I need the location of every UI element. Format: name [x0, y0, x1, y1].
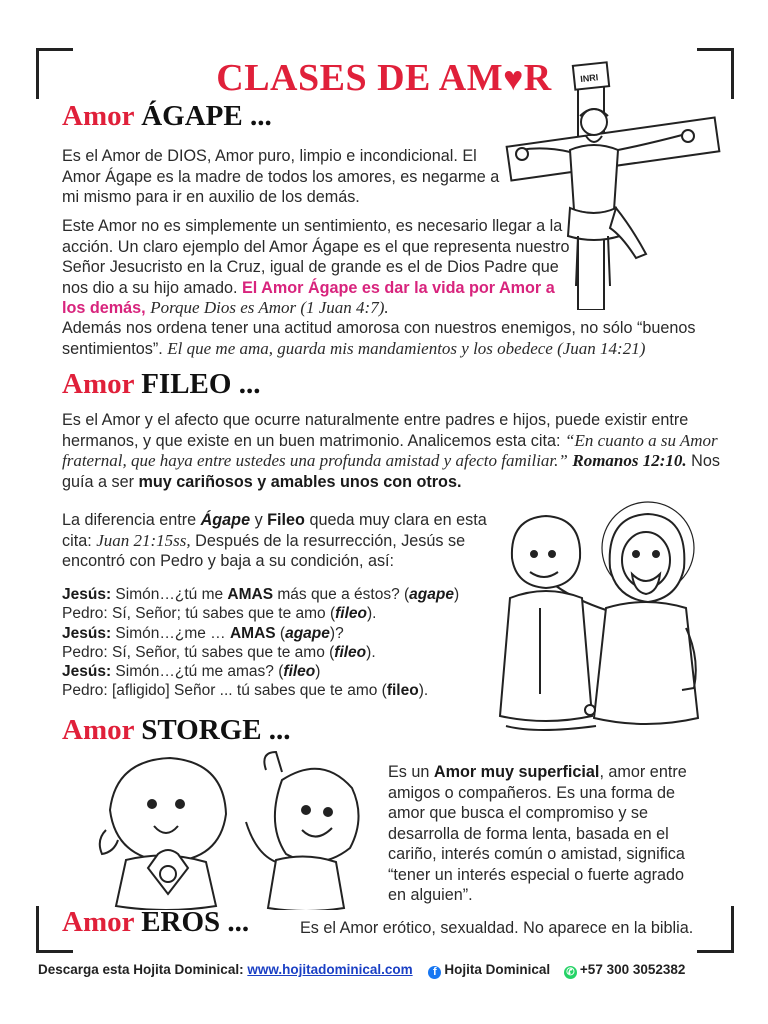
- facebook-icon: f: [428, 966, 441, 979]
- crucifix-illustration: [500, 58, 730, 310]
- heading-agape: Amor ÁGAPE ...: [62, 100, 272, 132]
- jesus-pedro-dialog: [62, 585, 459, 701]
- storge-paragraph: Es un Amor muy superficial, amor entre amigos o compañeros. Es una forma de amor que busca el compromiso y se desarrolla de forma lenta, basada en el cariño, interés común o amistad, significa “tener un interés especial o fuerte agrado en alguien”.: [388, 763, 687, 904]
- agape-paragraph-3: Además nos ordena tener una actitud amorosa con nuestros enemigos, no sólo “buenos sentimientos”. El que me ama, guarda mis mandamientos y los obedece (Juan 14:21): [62, 319, 696, 358]
- dialog-line: Jesús: Simón…¿tú me amas? (fileo): [62, 663, 321, 681]
- dialog-line: Pedro: [afligido] Señor ... tú sabes que te amo (fileo).: [62, 682, 429, 700]
- jesus-and-pedro-illustration: [486, 498, 704, 738]
- facebook-name[interactable]: Hojita Dominical: [444, 962, 551, 977]
- dialog-line: Pedro: Sí, Señor; tú sabes que te amo (fileo).: [62, 605, 377, 623]
- fileo-paragraph-1: Es el Amor y el afecto que ocurre naturalmente entre padres e hijos, puede existir entre hermanos, y que existe en un buen matrimonio. Analicemos esta cita: “En cuanto a su Amor fraternal, que haya entre ustedes una profunda amistad y afecto familiar.” Romanos 12:10. Nos guía a ser muy cariñosos y amables unos con otros.: [62, 411, 720, 491]
- page-title: CLASES DE AM♥R: [216, 57, 552, 99]
- heading-storge: Amor STORGE ...: [62, 714, 291, 746]
- dialog-line: Jesús: Simón…¿tú me AMAS más que a éstos? (agape): [62, 586, 460, 603]
- eros-text: Es el Amor erótico, sexualdad. No aparece en la biblia.: [300, 919, 694, 937]
- footer: [38, 962, 738, 979]
- agape-paragraph-1: Es el Amor de DIOS, Amor puro, limpio e incondicional. El Amor Ágape es la madre de todos los amores, es negarme a mi mismo para ir en auxilio de los demás.: [62, 147, 500, 206]
- heading-fileo: Amor FILEO ...: [62, 368, 261, 400]
- whatsapp-icon: ✆: [564, 966, 577, 979]
- inri-sign: INRI: [579, 72, 599, 85]
- heart-icon: ♥: [503, 61, 524, 98]
- dialog-line: Pedro: Sí, Señor, tú sabes que te amo (fileo).: [62, 643, 376, 661]
- footer-label: Descarga esta Hojita Dominical:: [38, 962, 244, 977]
- fileo-paragraph-2: La diferencia entre Ágape y Fileo queda muy clara en esta cita: Juan 21:15ss, Después de la resurrección, Jesús se encontró con Pedro y baja a su condición, así:: [62, 511, 487, 570]
- dialog-line: Jesús: Simón…¿me … AMAS (agape)?: [62, 624, 344, 642]
- agape-paragraph-2: Este Amor no es simplemente un sentimiento, es necesario llegar a la acción. Un claro ejemplo del Amor Ágape es el que representa nuestro Señor Jesucristo en la Cruz, igual de grande es el de Dios Padre que nos dio a su hijo amado. El Amor Ágape es dar la vida por Amor a los demás, Porque Dios es Amor (1 Juan 4:7).: [62, 217, 570, 317]
- heading-eros: Amor EROS ...: [62, 906, 250, 938]
- website-link[interactable]: www.hojitadominical.com: [247, 962, 413, 977]
- children-illustration: [96, 750, 368, 910]
- phone-number[interactable]: +57 300 3052382: [579, 962, 686, 977]
